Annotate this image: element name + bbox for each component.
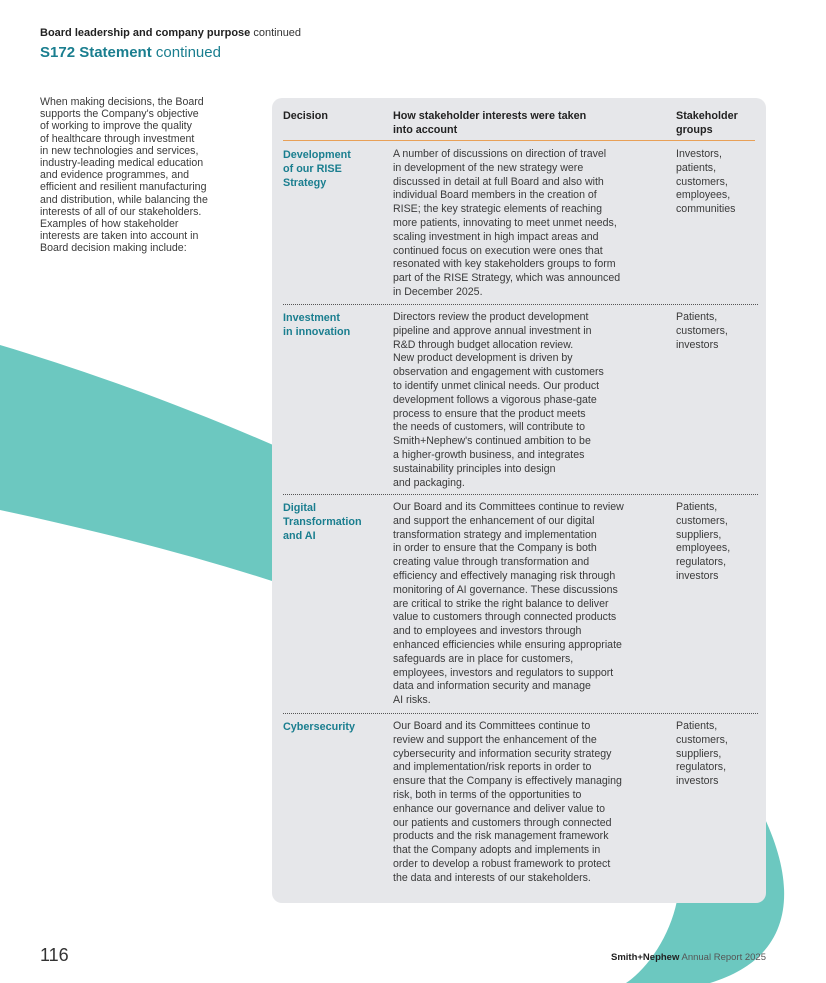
how-cell: Our Board and its Committees continue to review and support the enhancement of our digital transformation strategy and implementation in order to ensure that the Company is both creating value through transformation and efficiency and effectively managing risk through monitoring of AI governance. These discussions are critical to strike the right balance to deliver value to customers through connected products and to employees and investors through enhanced efficiencies while ensuring appropriate safeguards are in place for customers, employees, investors and regulators to support data and information security and manage AI risks. — [393, 501, 624, 707]
table-row — [283, 304, 758, 489]
column-header-how: How stakeholder interests were taken into account — [393, 110, 587, 136]
header-rule — [283, 140, 755, 141]
decision-cell: Digital Transformation and AI — [283, 502, 362, 542]
page-header — [40, 27, 301, 61]
section-title: Board leadership and company purpose continued — [40, 27, 302, 39]
groups-cell: Patients, customers, suppliers, employees, regulators, investors — [676, 501, 731, 582]
how-cell: Directors review the product development pipeline and approve annual investment in R&D through budget allocation review. New product development is driven by observation and engagement with customers to identify unmet clinical needs. Our product development follows a vigorous phase-gate process to ensure that the product meets the needs of customers, will contribute to Smith+Nephew's continued ambition to be a higher-growth business, and integrates sustainability principles into design and packaging. — [393, 311, 604, 489]
table-row — [283, 494, 758, 707]
column-header-decision: Decision — [283, 110, 329, 122]
page-number: 116 — [40, 945, 69, 965]
column-header-groups: Stakeholder groups — [676, 110, 738, 136]
how-cell: A number of discussions on direction of travel in development of the new strategy were discussed in detail at full Board and also with individual Board members in the creation of RISE; the key strategic elements of reaching more patients, innovating to meet unmet needs, scaling investment in high impact areas and continued focus on execution were ones that resonated with key stakeholders groups to form part of the RISE Strategy, which was announced in December 2025. — [393, 148, 621, 298]
report-footer: Smith+Nephew Annual Report 2025 — [611, 952, 766, 963]
decision-cell: Development of our RISE Strategy — [283, 149, 351, 189]
table-row — [283, 713, 758, 884]
how-cell: Our Board and its Committees continue to review and support the enhancement of the cybersecurity and information security strategy and implementation/risk reports in order to ensure that the Company is effectively managing risk, both in terms of the opportunities to enhance our governance and deliver value to our patients and customers through connected products and the risk management framework that the Company adopts and implements in order to develop a robust framework to protect the data and interests of our stakeholders. — [393, 720, 622, 884]
groups-cell: Investors, patients, customers, employees, communities — [676, 148, 736, 216]
statement-title: S172 Statement continued — [40, 44, 221, 61]
intro-paragraph: When making decisions, the Board supports the Company's objective of working to improve the quality of healthcare through investment in new technologies and services, industry-leading medical education and evidence programmes, and efficient and resilient manufacturing and distribution, while balancing the interests of all of our stakeholders. Examples of how stakeholder interests are taken into account in Board decision making include: — [40, 96, 208, 255]
decision-cell: Cybersecurity — [283, 721, 356, 733]
groups-cell: Patients, customers, investors — [676, 311, 728, 351]
groups-cell: Patients, customers, suppliers, regulators, investors — [676, 720, 728, 788]
decision-cell: Investment in innovation — [283, 312, 351, 338]
